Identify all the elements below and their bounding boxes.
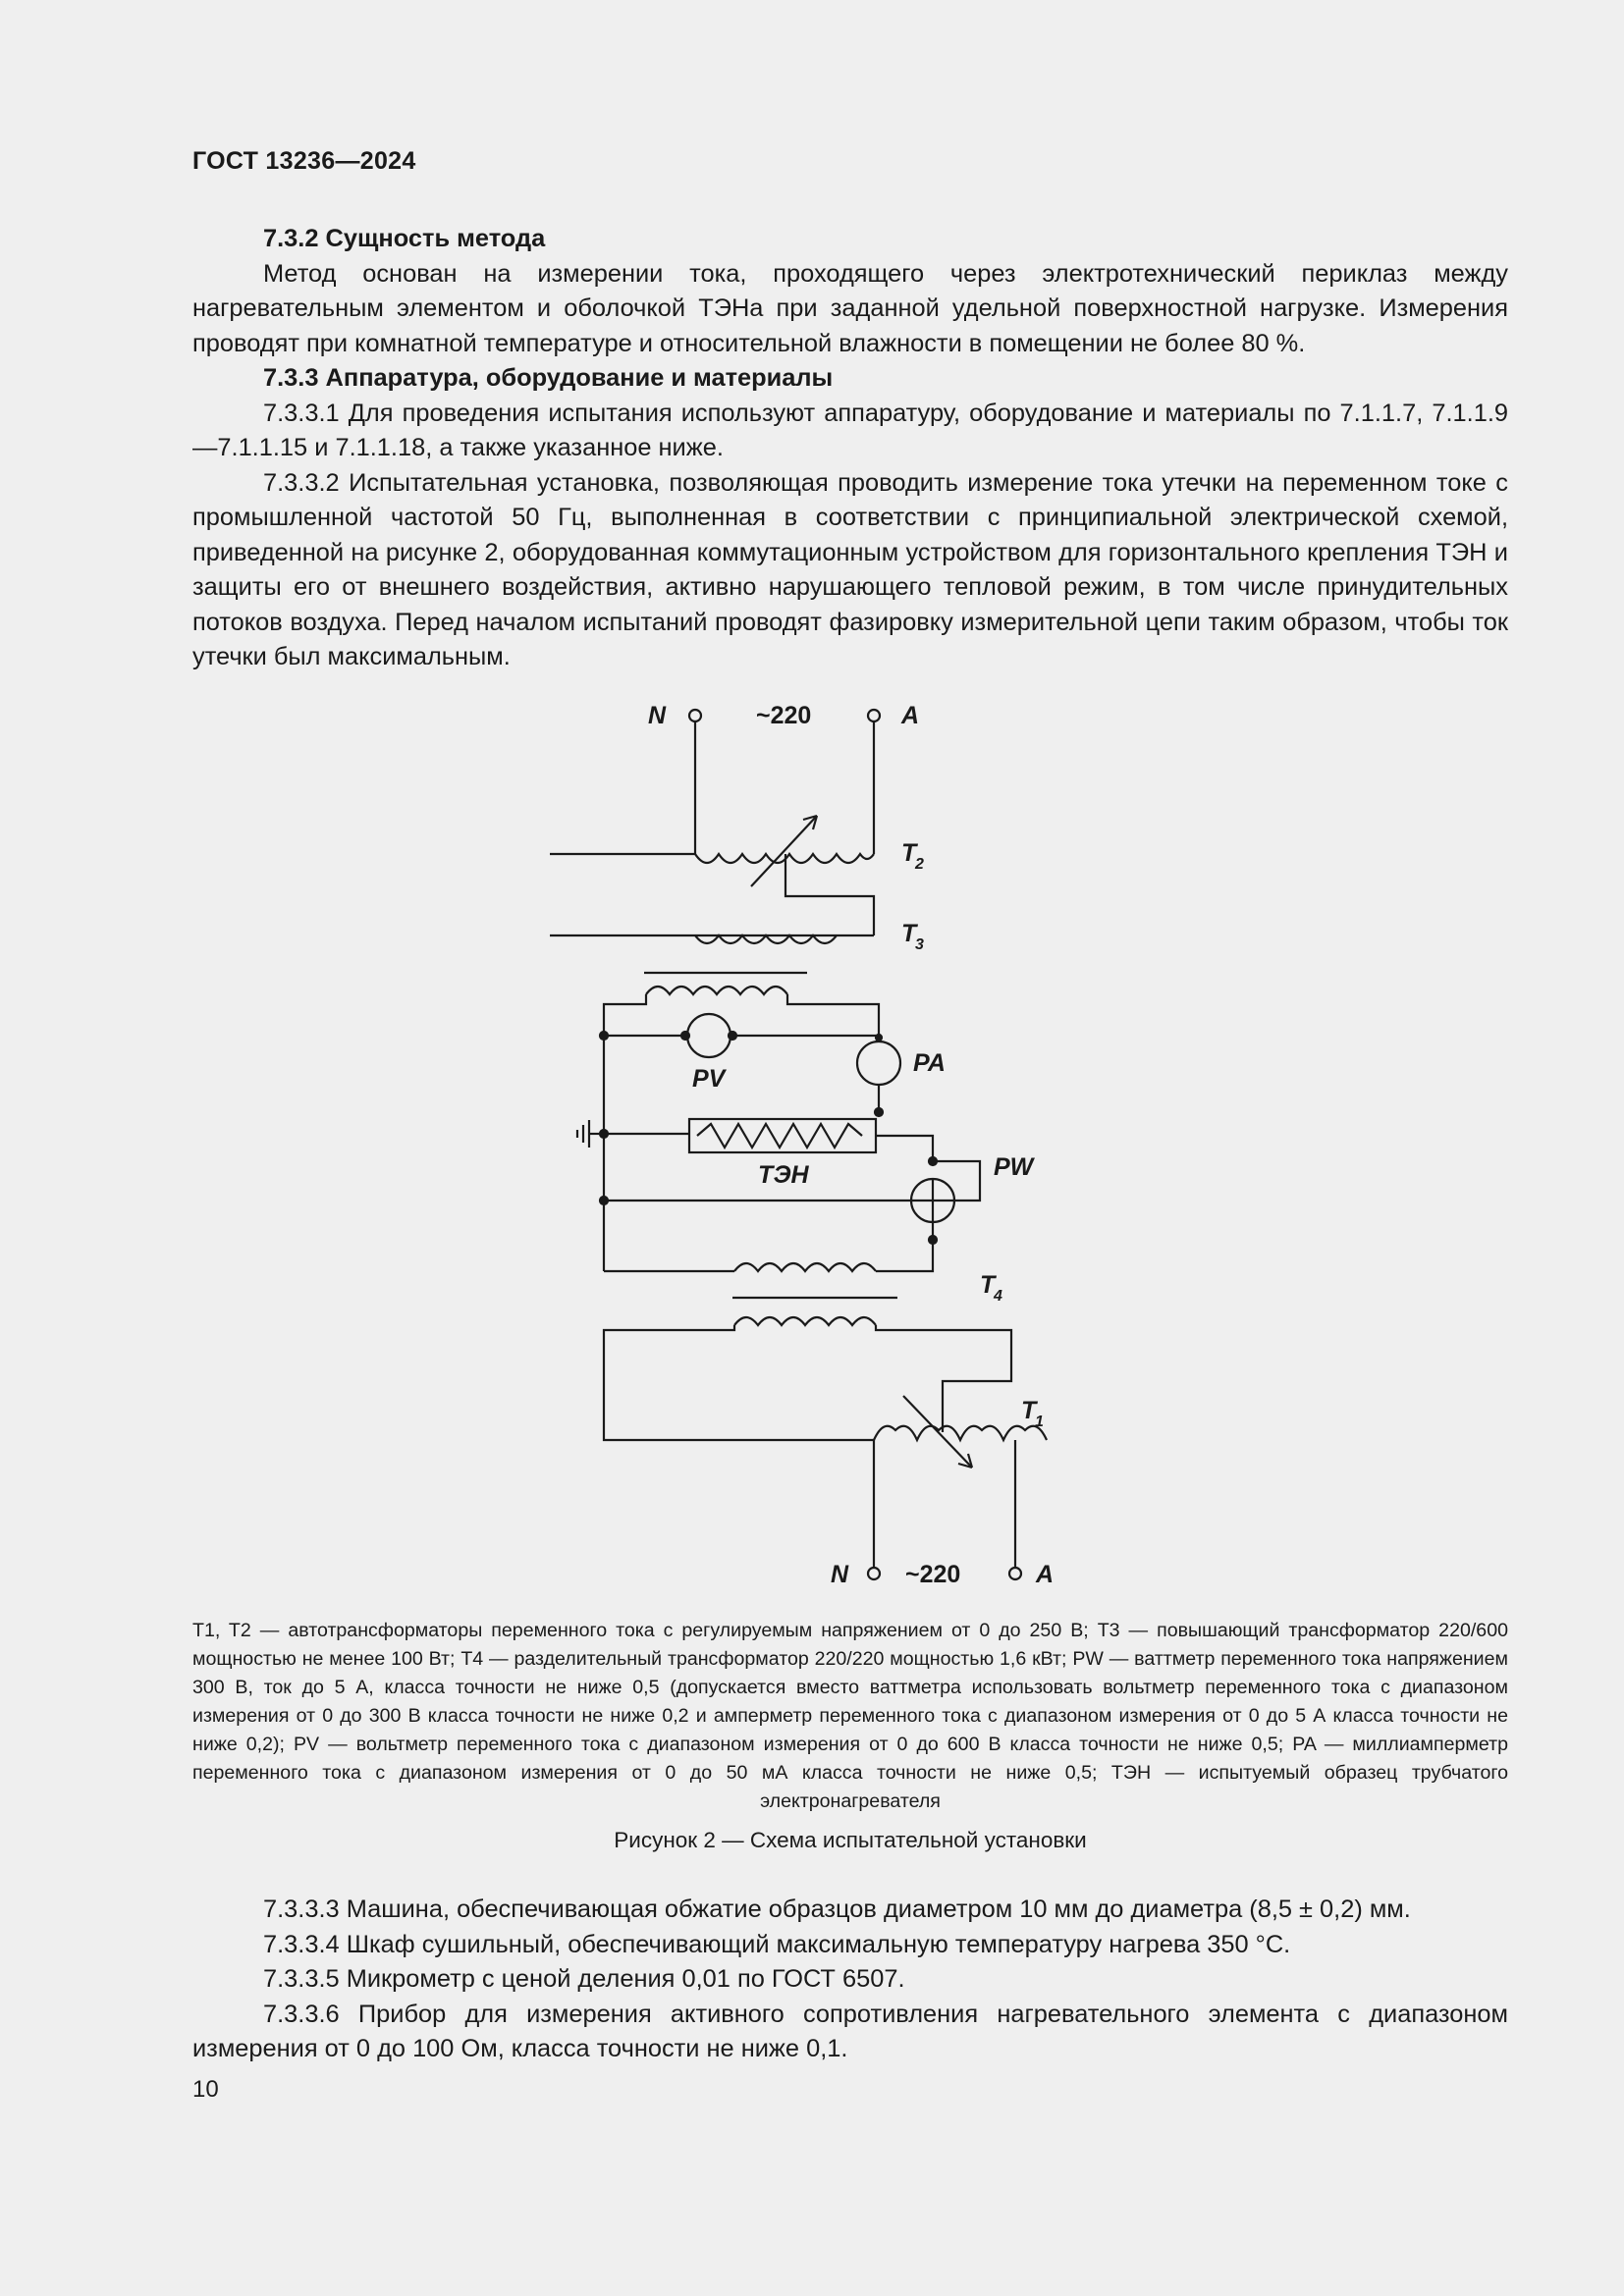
bottom-text (192, 1893, 1508, 2067)
bottom-voltage-label: ~220 (905, 1561, 961, 1588)
t4-transformer (732, 1263, 1002, 1325)
top-terminal-a: A (901, 702, 920, 729)
t3-transformer (644, 920, 924, 994)
pw-wattmeter (911, 1153, 1036, 1244)
t2-autotransformer (695, 816, 924, 935)
page-number: 10 (192, 2076, 219, 2103)
paragraph: 7.3.3.3 Машина, обеспечивающая обжатие образцов диаметром 10 мм до диаметра (8,5 ± 0,2) мм. (263, 1896, 1411, 1923)
pw-label: PW (994, 1153, 1034, 1181)
body-text (192, 222, 1508, 675)
svg-text:1: 1 (1035, 1414, 1044, 1430)
bottom-terminals (831, 1561, 1054, 1588)
paragraph: 7.3.3.5 Микрометр с ценой деления 0,01 по ГОСТ 6507. (263, 1965, 905, 1993)
t1-label: T (1021, 1397, 1037, 1424)
t3-label: T (901, 920, 917, 947)
figure-caption: Рисунок 2 — Схема испытательной установки (614, 1828, 1087, 1852)
bottom-terminal-n: N (831, 1561, 849, 1588)
figure-legend: T1, T2 — автотрансформаторы переменного тока с регулируемым напряжением от 0 до 250 В; T3 — повышающий трансформатор 220/600 мощностью не менее 100 Вт; T4 — разделительный трансформатор 220/220 мощностью 1,6 кВт; PW — ваттметр переменного тока напряжением 300 В, ток до 5 А, класса точности не ниже 0,5 (допускается вместо ваттметра использовать вольтметр переменного тока с диапазоном измерения от 0 до 300 В класса точности не ниже 0,2 и амперметр переменного тока с диапазоном измерения от 0 до 5 А класса точности не ниже 0,2); PV — вольтметр переменного тока с диапазоном измерения от 0 до 600 В класса точности не ниже 0,5; PA — миллиамперметр переменного тока с диапазоном измерения от 0 до 50 мА класса точности не ниже 0,5; ТЭН — испытуемый образец трубчатого электронагревателя (192, 1620, 1508, 1812)
paragraph: 7.3.3.4 Шкаф сушильный, обеспечивающий максимальную температуру нагрева 350 °С. (263, 1930, 1291, 1958)
paragraph: Метод основан на измерении тока, проходящего через электротехнический периклаз между нагревательным элементом и оболочкой ТЭНа при заданной удельной поверхностной нагрузке. Измерения проводят при комнатной температуре и относительной влажности в помещении не более 80 %. (192, 259, 1508, 357)
pv-label: PV (692, 1065, 726, 1093)
ten-heater (604, 1119, 933, 1189)
paragraph: 7.3.3.1 Для проведения испытания используют аппаратуру, оборудование и материалы по 7.1.1.7, 7.1.1.9—7.1.1.15 и 7.1.1.18, а также указанное ниже. (192, 399, 1508, 461)
paragraph: 7.3.3.6 Прибор для измерения активного сопротивления нагревательного элемента с диапазоном измерения от 0 до 100 Ом, класса точности не ниже 0,1. (192, 2000, 1508, 2062)
t2-label: T (901, 839, 917, 867)
section-heading: 7.3.2 Сущность метода (263, 225, 546, 252)
top-terminal-n: N (648, 702, 667, 729)
svg-text:3: 3 (915, 936, 924, 953)
svg-text:2: 2 (915, 856, 924, 873)
top-terminals (648, 702, 919, 729)
bottom-terminal-a: A (1036, 1561, 1055, 1588)
t1-autotransformer (874, 1396, 1047, 1468)
paragraph: 7.3.3.2 Испытательная установка, позволяющая проводить измерение тока утечки на переменном токе с промышленной частотой 50 Гц, выполненная в соответствии с принципиальной электрической схемой, приведенной на рисунке 2, оборудованная коммутационным устройством для горизонтального крепления ТЭН и защиты его от внешнего воздействия, активно нарушающего тепловой режим, в том числе принудительных потоков воздуха. Перед началом испытаний проводят фазировку измерительной цепи таким образом, чтобы ток утечки был максимальным. (192, 468, 1508, 670)
top-voltage-label: ~220 (756, 702, 812, 729)
circuit-diagram (550, 692, 1100, 1595)
ten-label: ТЭН (758, 1161, 809, 1189)
pv-voltmeter (604, 1014, 879, 1093)
section-heading: 7.3.3 Аппаратура, оборудование и материалы (263, 364, 834, 392)
pa-label: PA (913, 1049, 946, 1077)
standard-header: ГОСТ 13236—2024 (192, 147, 416, 175)
t4-label: T (980, 1271, 996, 1299)
pa-milliammeter (857, 1034, 946, 1116)
svg-text:4: 4 (994, 1288, 1002, 1305)
